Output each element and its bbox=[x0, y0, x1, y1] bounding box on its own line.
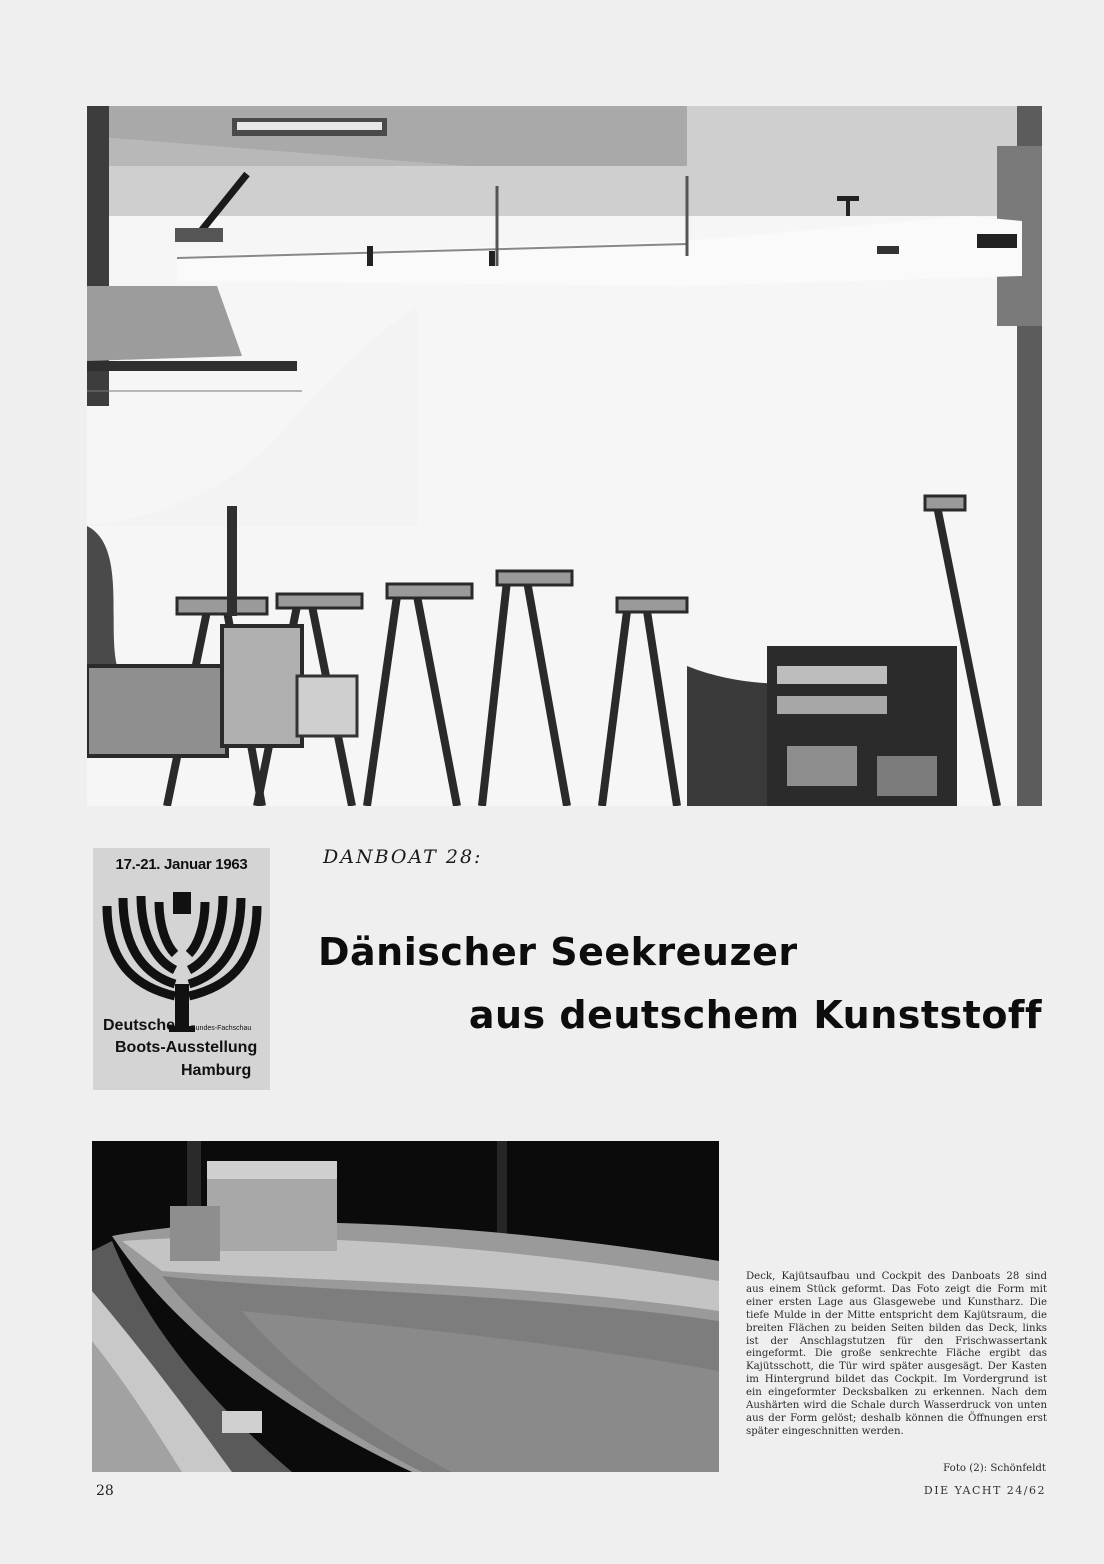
badge-line-hamburg: Hamburg bbox=[181, 1062, 252, 1079]
running-title: DIE YACHT 24/62 bbox=[923, 1484, 1046, 1497]
deck-mould-photo bbox=[92, 1141, 719, 1472]
photo-caption: Deck, Kajütsaufbau und Cockpit des Danboats 28 sind aus einem Stück geformt. Das Foto zeigt die Form mit einer ersten Lage aus Glasgewebe und Kunstharz. Die tiefe Mulde in der Mitte entspricht dem Kajütsraum, die breiten Flächen zu beiden Seiten bilden das Deck, links ist der Anschlagstutzen für den Frischwassertank eingeformt. Die große senkrechte Fläche ergibt das Kajütsschott, die Tür wird später ausgesägt. Der Kasten im Hintergrund bildet das Cockpit. Im Vordergrund ist ein eingeformter Decksbalken zu erkennen. Nach dem Aushärten wird die Schale durch Wasserdruck von unten aus der Form gelöst; deshalb können die Öffnungen erst später eingeschnitten werden. bbox=[746, 1271, 1047, 1437]
photo-credit: Foto (2): Schönfeldt bbox=[943, 1463, 1046, 1474]
boat-show-badge bbox=[93, 848, 270, 1090]
boat-hull-emblem-icon bbox=[101, 888, 263, 1033]
article-title-line2: aus deutschem Kunststoff bbox=[468, 993, 1042, 1037]
badge-line-ausstellung: Boots-Ausstellung bbox=[115, 1039, 258, 1056]
boat-hull-photo bbox=[87, 106, 1042, 806]
article-title-line1: Dänischer Seekreuzer bbox=[318, 930, 798, 974]
badge-line-fachschau: Bundes-Fachschau bbox=[191, 1025, 252, 1032]
badge-line-deutsche: Deutsche bbox=[103, 1017, 176, 1034]
page-number: 28 bbox=[96, 1483, 114, 1499]
article-kicker: DANBOAT 28: bbox=[323, 846, 483, 868]
badge-date: 17.-21. Januar 1963 bbox=[115, 856, 248, 873]
